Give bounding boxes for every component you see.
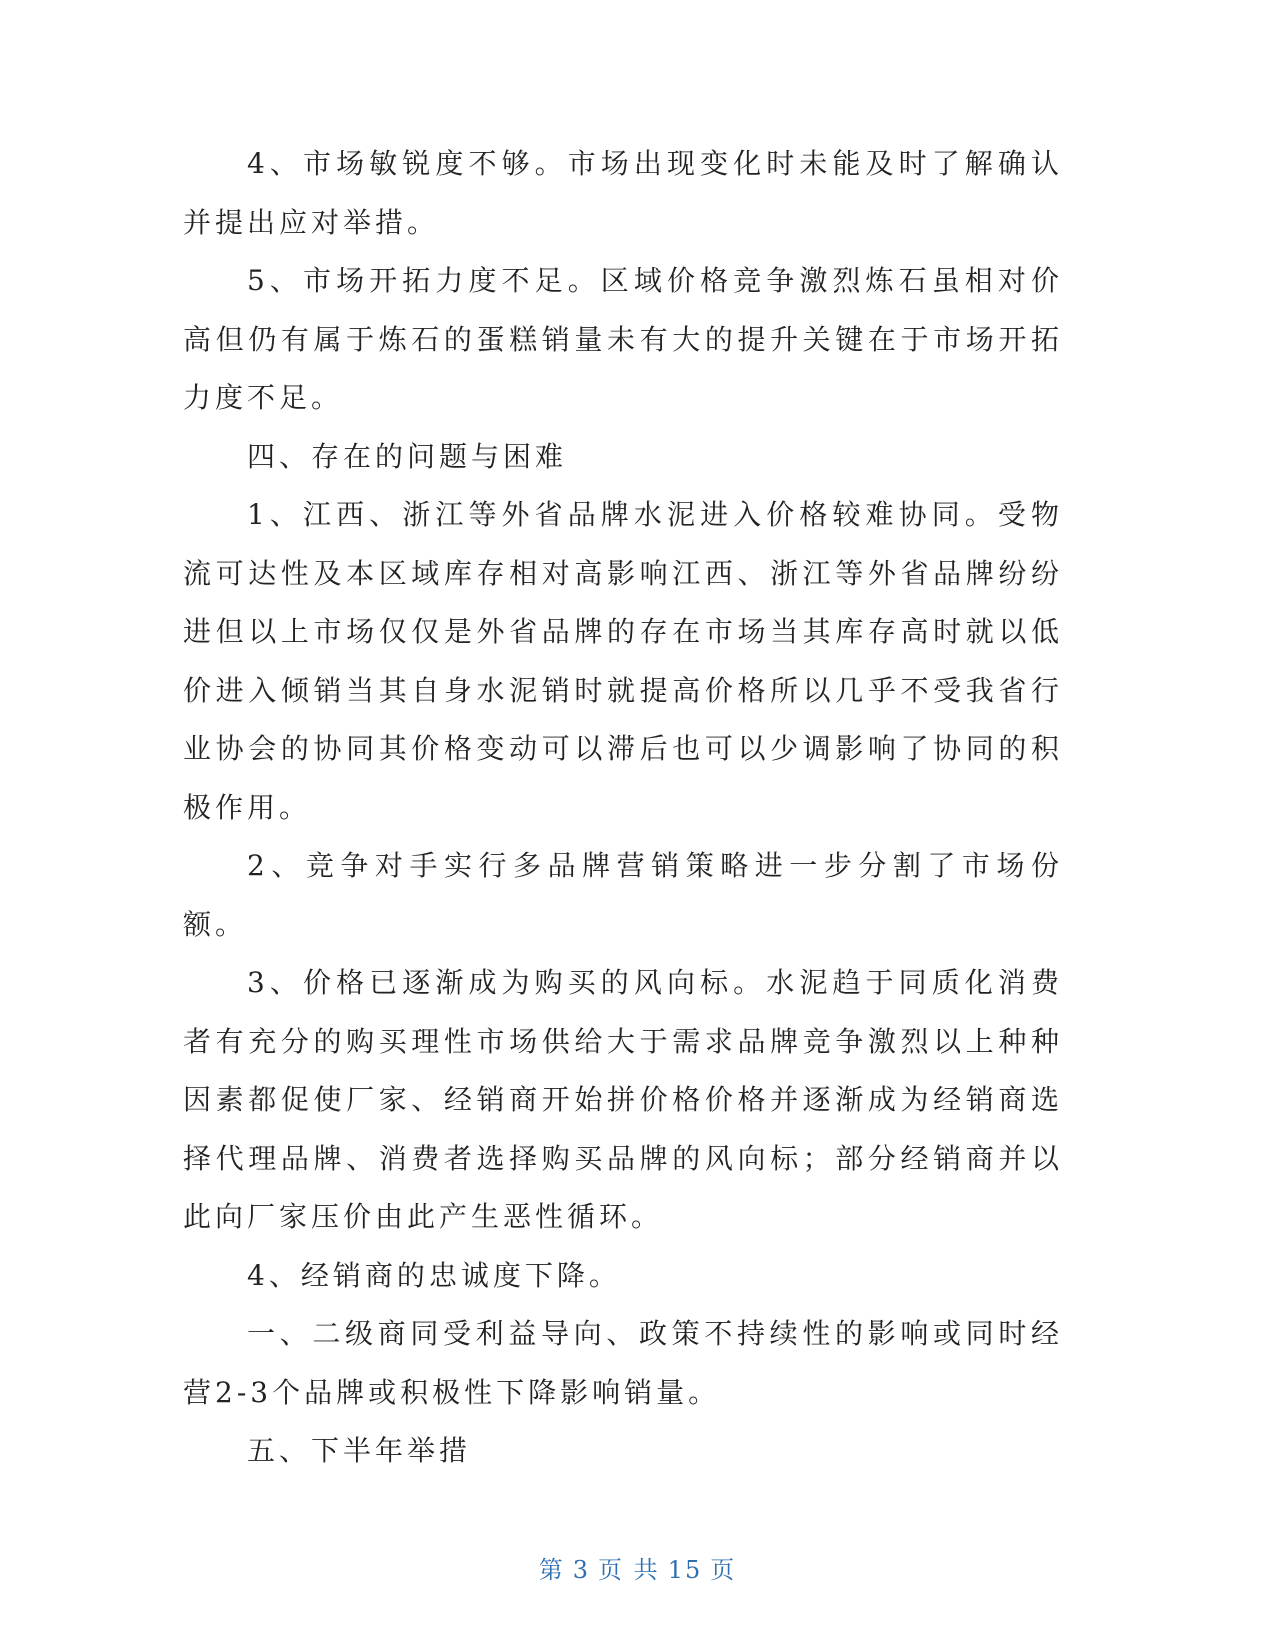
paragraph-price-indicator: 3、价格已逐渐成为购买的风向标。水泥趋于同质化消费者有充分的购买理性市场供给大于需求品牌竞争激烈以上种种因素都促使厂家、经销商开始拼价格价格并逐渐成为经销商选择代理品牌、消费者选择购买品牌的风向标；部分经销商并以此向厂家压价由此产生恶性循环。 <box>183 966 1063 1233</box>
paragraph-secondary-dealers: 一、二级商同受利益导向、政策不持续性的影响或同时经营2-3个品牌或积极性下降影响销量。 <box>183 1317 1063 1409</box>
footer-total-pages: 15 <box>667 1556 703 1584</box>
paragraph-multi-brand-strategy: 2、竞争对手实行多品牌营销策略进一步分割了市场份额。 <box>183 849 1063 941</box>
paragraph-outside-brands: 1、江西、浙江等外省品牌水泥进入价格较难协同。受物流可达性及本区域库存相对高影响江西、浙江等外省品牌纷纷进但以上市场仅仅是外省品牌的存在市场当其库存高时就以低价进入倾销当其自身水泥销时就提高价格所以几乎不受我省行业协会的协同其价格变动可以滞后也可以少调影响了协同的积极作用。 <box>183 498 1063 824</box>
footer-current-page: 3 <box>572 1556 591 1584</box>
section-heading-problems: 四、存在的问题与困难 <box>247 439 568 473</box>
footer-middle: 页 共 <box>598 1556 660 1584</box>
paragraph-market-sensitivity: 4、市场敏锐度不够。市场出现变化时未能及时了解确认并提出应对举措。 <box>183 147 1063 239</box>
paragraph-dealer-loyalty: 4、经销商的忠诚度下降。 <box>247 1258 621 1292</box>
document-body <box>183 135 1063 1481</box>
footer-suffix: 页 <box>710 1556 737 1584</box>
paragraph-market-expansion: 5、市场开拓力度不足。区域价格竞争激烈炼石虽相对价高但仍有属于炼石的蛋糕销量未有大的提升关键在于市场开拓力度不足。 <box>183 264 1063 414</box>
page-footer <box>0 1550 1275 1585</box>
section-heading-second-half-measures: 五、下半年举措 <box>247 1434 472 1467</box>
footer-prefix: 第 <box>538 1556 565 1584</box>
